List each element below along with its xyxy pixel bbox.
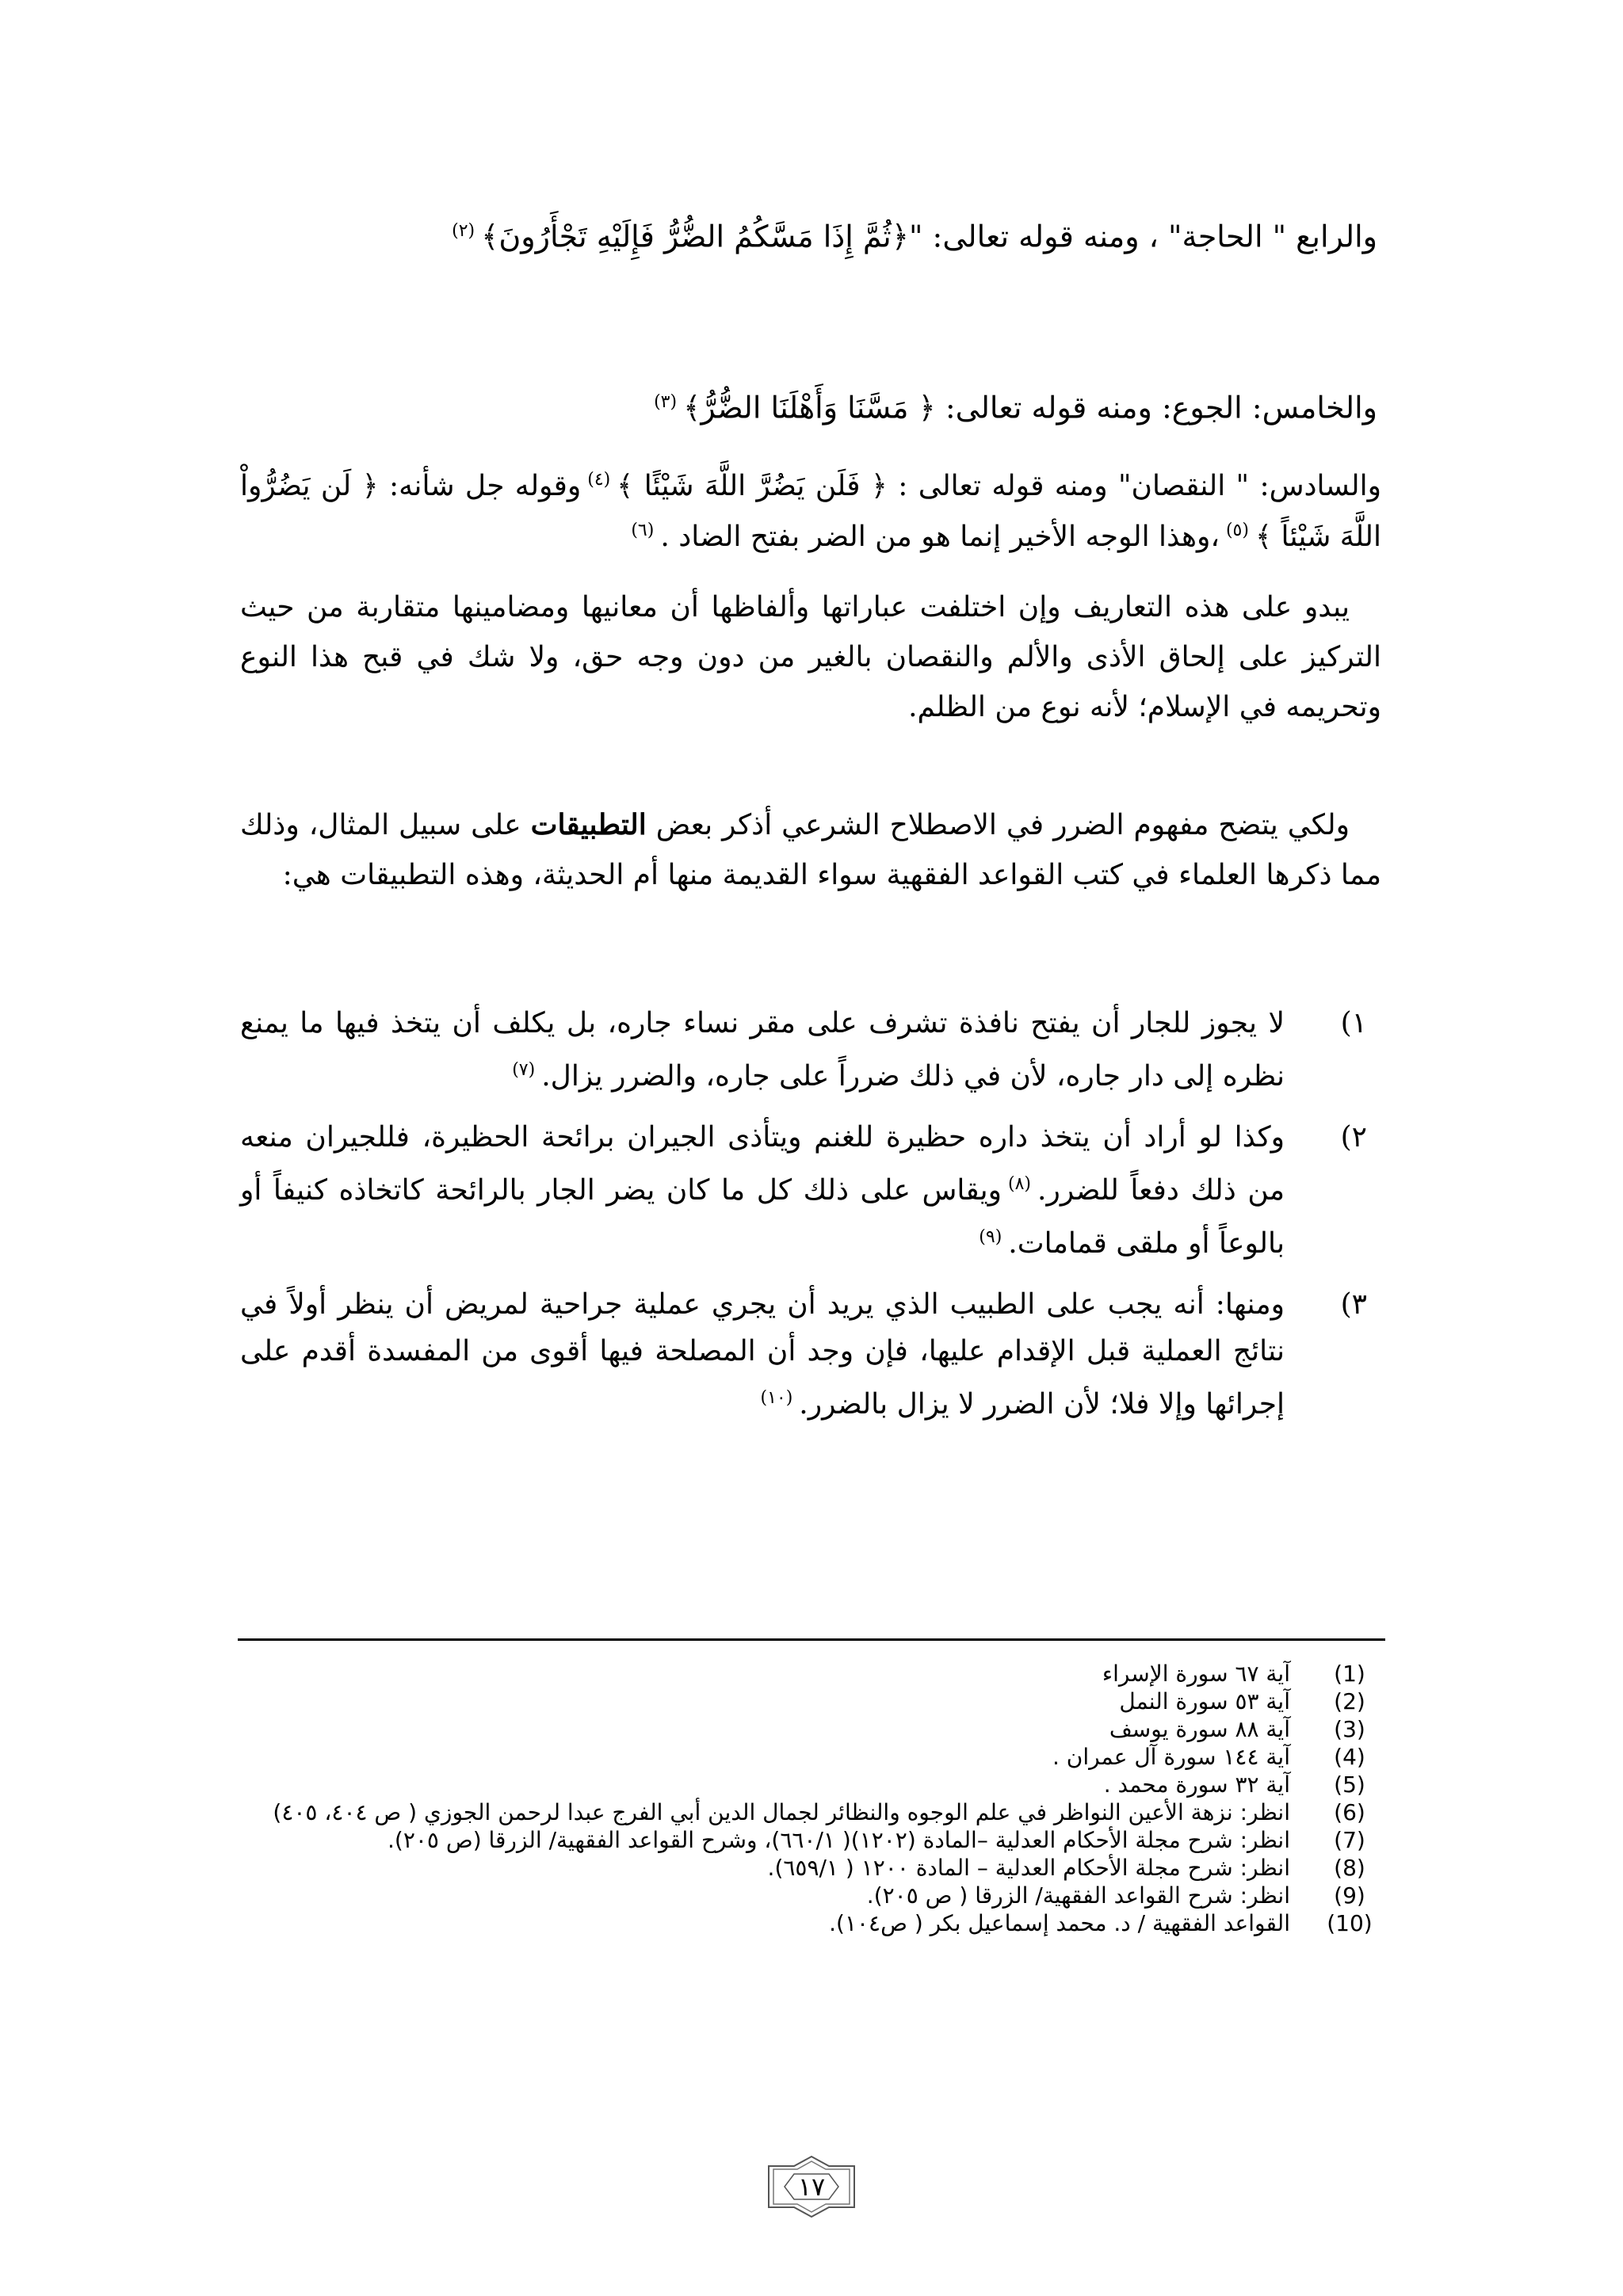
sixth-meaning-part-c: ،وهذا الوجه الأخير إنما هو من الضر بفتح الضاد .: [660, 521, 1220, 553]
footnote-number: (5): [1334, 1772, 1365, 1798]
paragraph-applications-rest: على سبيل المثال، وذلك مما ذكرها العلماء في كتب القواعد الفقهية سواء القديمة منها أم الحديثة، وهذه التطبيقات هي:: [240, 809, 1381, 891]
footnote-ref-4: (٤): [587, 470, 611, 490]
footnote-text: انظر: شرح مجلة الأحكام العدلية –المادة (١٢٠٢)( ٦٦٠/١)، وشرح القواعد الفقهية/ الزرقا (ص ٢٠٥).: [387, 1827, 1290, 1853]
footnote-text: انظر: شرح القواعد الفقهية/ الزرقا ( ص ٢٠٥).: [866, 1882, 1290, 1909]
footnote-number: (8): [1334, 1855, 1365, 1881]
footnote-text: آية ١٤٤ سورة آل عمران .: [1052, 1744, 1290, 1770]
footnote-text: آية ٣٢ سورة محمد .: [1103, 1772, 1290, 1798]
footnote-item: [238, 1854, 1385, 1882]
line-fifth-meaning: [647, 379, 1377, 432]
footnote-number: (6): [1334, 1799, 1365, 1825]
footnote-separator: [238, 1638, 1385, 1641]
paragraph-definitions: يبدو على هذه التعاريف وإن اختلفت عباراتها وألفاظها أن معانيها ومضامينها متقاربة من حيث التركيز على إلحاق الأذى والألم والنقصان بالغير من دون وجه حق، ولا شك في قبح هذا النوع وتحريمه في الإسلام؛ لأنه نوع من الظلم.: [240, 591, 1381, 723]
footnote-item: [238, 1826, 1385, 1854]
list-item: [240, 1281, 1381, 1428]
footnote-number: (1): [1334, 1661, 1365, 1687]
footnote-number: (9): [1334, 1882, 1365, 1909]
list-item-text: لا يجوز للجار أن يفتح نافذة تشرف على مقر نساء جاره، بل يكلف أن يتخذ فيها ما يمنع نظره إلى دار جاره، لأن في ذلك ضرراً على جاره، والضرر يزال.: [240, 1007, 1285, 1093]
list-item-number: ٣): [1340, 1288, 1367, 1321]
footnote-number: (10): [1327, 1910, 1373, 1936]
page-number: ١٧: [797, 2172, 826, 2202]
footnote-item: [238, 1743, 1385, 1771]
list-item-number: ٢): [1340, 1121, 1367, 1154]
footnote-number: (2): [1334, 1688, 1365, 1714]
footnote-text: انظر: شرح مجلة الأحكام العدلية – المادة ١٢٠٠ ( ٦٥٩/١).: [767, 1855, 1290, 1881]
list-item-text-continued: ويقاس على ذلك كل ما كان يضر الجار بالرائحة كاتخاذه كنيفاً أو بالوعاً أو ملقى قمامات.: [240, 1174, 1285, 1260]
applications-list: [240, 1000, 1381, 1442]
list-item: [240, 1114, 1381, 1267]
sixth-meaning-part-b: وقوله جل شأنه: ﴿ لَن يَضُرُّواْ اللَّهَ شَيْئاً ﴾: [240, 470, 1381, 553]
sixth-meaning-part-a: والسادس: " النقصان" ومنه قوله تعالى : ﴿ فَلَن يَضُرَّ اللَّهَ شَيْئًا ﴾: [617, 470, 1381, 502]
footnote-text: آية ٦٧ سورة الإسراء: [1102, 1661, 1290, 1687]
page-number-frame: [767, 2155, 856, 2218]
footnote-ref-10: (١٠): [760, 1388, 793, 1408]
footnote-item: [238, 1660, 1385, 1688]
footnote-ref-2: (٢): [452, 221, 475, 241]
line-fourth-meaning: [445, 208, 1377, 261]
paragraph-applications-intro: ولكي يتضح مفهوم الضرر في الاصطلاح الشرعي أذكر بعض: [655, 809, 1350, 841]
fifth-meaning-text: والخامس: الجوع: ومنه قوله تعالى: ﴿ مَسَّنَا وَأَهْلَنَا الضُّرُّ﴾: [683, 390, 1377, 425]
footnote-ref-9: (٩): [979, 1227, 1002, 1247]
footnote-text: آية ٥٣ سورة النمل: [1119, 1688, 1290, 1714]
footnote-number: (3): [1334, 1716, 1365, 1742]
footnote-ref-7: (٧): [512, 1060, 536, 1080]
line-sixth-meaning: [240, 458, 1381, 559]
footnote-item: [238, 1688, 1385, 1715]
footnote-ref-6: (٦): [631, 521, 655, 540]
footnote-text: القواعد الفقهية / د. محمد إسماعيل بكر ( ص١٠٤).: [829, 1910, 1290, 1936]
footnote-number: (7): [1334, 1827, 1365, 1853]
footnotes: [238, 1660, 1385, 1937]
footnote-text: آية ٨٨ سورة يوسف: [1109, 1716, 1290, 1742]
footnote-item: [238, 1715, 1385, 1743]
list-item: [240, 1000, 1381, 1100]
footnote-ref-3: (٣): [654, 392, 678, 412]
list-item-text: ومنها: أنه يجب على الطبيب الذي يريد أن يجري عملية جراحية لمريض أن ينظر أولاً في نتائج العملية قبل الإقدام عليها، فإن وجد أن المصلحة فيها أقوى من المفسدة أقدم على إجرائها وإلا فلا؛ لأن الضرر لا يزال بالضرر.: [240, 1288, 1285, 1421]
footnote-number: (4): [1334, 1744, 1365, 1770]
list-item-text: وكذا لو أراد أن يتخذ داره حظيرة للغنم ويتأذى الجيران برائحة الحظيرة، فللجيران منعه من ذلك دفعاً للضرر.: [240, 1121, 1285, 1207]
footnote-item: [238, 1882, 1385, 1909]
footnote-item: [238, 1798, 1385, 1826]
footnote-item: [238, 1909, 1385, 1937]
footnote-ref-5: (٥): [1225, 521, 1249, 540]
footnote-item: [238, 1771, 1385, 1798]
paragraph-applications: [240, 800, 1381, 900]
footnote-ref-8: (٨): [1008, 1174, 1032, 1194]
applications-keyword: التطبيقات: [530, 808, 647, 841]
footnote-text: انظر: نزهة الأعين النواظر في علم الوجوه والنظائر لجمال الدين أبي الفرج عبدا لرحمن الجوزي ( ص ٤٠٤، ٤٠٥): [273, 1799, 1290, 1825]
fourth-meaning-text: والرابع " الحاجة" ، ومنه قوله تعالى: "﴿ثُمَّ إِذَا مَسَّكُمُ الضُّرُّ فَإِلَيْهِ تَجْأَرُونَ﴾: [481, 219, 1377, 254]
list-item-number: ١): [1340, 1007, 1367, 1039]
